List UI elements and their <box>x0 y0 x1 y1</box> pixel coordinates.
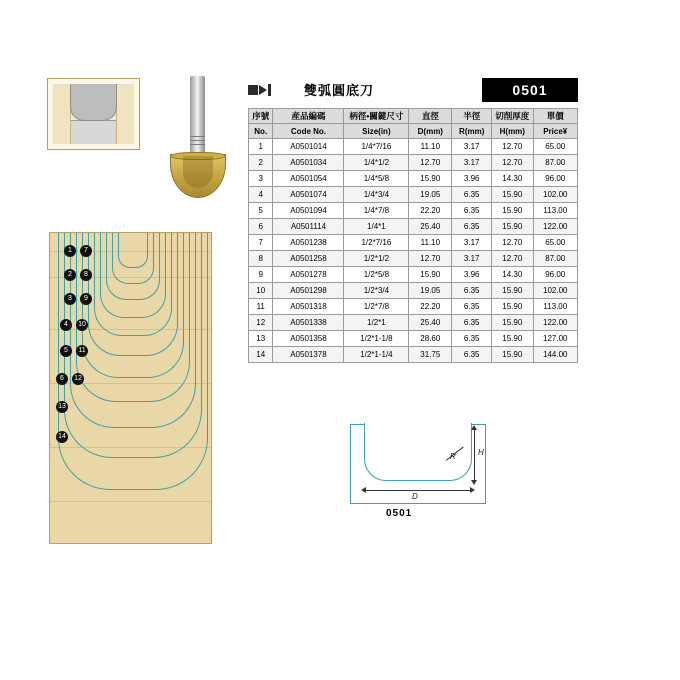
cell-size: 1/2*7/16 <box>344 235 409 251</box>
cell-r: 3.17 <box>452 251 492 267</box>
cell-size: 1/2*1-1/4 <box>344 347 409 363</box>
bit-shank-line <box>190 144 205 145</box>
sample-badge: 10 <box>76 319 88 331</box>
section-header <box>248 80 578 102</box>
cell-price: 102.00 <box>533 283 578 299</box>
cell-price: 96.00 <box>533 171 578 187</box>
cell-h: 15.90 <box>492 219 533 235</box>
cell-price: 122.00 <box>533 315 578 331</box>
cell-r: 6.35 <box>452 331 492 347</box>
dimension-label-d: D <box>412 492 418 501</box>
cell-r: 6.35 <box>452 187 492 203</box>
cell-d: 31.75 <box>409 347 452 363</box>
table-row <box>249 155 578 171</box>
bit-shank-line <box>190 140 205 141</box>
product-code-value: 0501 <box>512 82 548 98</box>
cell-h: 15.90 <box>492 315 533 331</box>
cell-size: 1/4*1 <box>344 219 409 235</box>
cell-d: 12.70 <box>409 155 452 171</box>
cell-h: 15.90 <box>492 331 533 347</box>
sample-badge: 13 <box>56 401 68 413</box>
cell-code: A0501238 <box>273 235 344 251</box>
cell-d: 22.20 <box>409 203 452 219</box>
cell-r: 6.35 <box>452 219 492 235</box>
table-row <box>249 235 578 251</box>
table-row <box>249 283 578 299</box>
cell-r: 6.35 <box>452 203 492 219</box>
cell-size: 1/2*5/8 <box>344 267 409 283</box>
bit-flute <box>183 156 213 188</box>
cell-code: A0501278 <box>273 267 344 283</box>
cell-h: 15.90 <box>492 299 533 315</box>
cell-size: 1/4*5/8 <box>344 171 409 187</box>
bit-shank-line <box>190 136 205 137</box>
table-row <box>249 171 578 187</box>
cell-h: 12.70 <box>492 155 533 171</box>
table-row <box>249 139 578 155</box>
cell-no: 11 <box>249 299 273 315</box>
router-bit-photo <box>160 76 240 214</box>
col-header-size-cn: 柄徑•關鍵尺寸 <box>344 109 409 124</box>
cell-size: 1/2*1/2 <box>344 251 409 267</box>
col-header-r-cn: 半徑 <box>452 109 492 124</box>
cell-d: 19.05 <box>409 283 452 299</box>
cell-d: 19.05 <box>409 187 452 203</box>
table-row <box>249 331 578 347</box>
col-header-h-cn: 切削厚度 <box>492 109 533 124</box>
cell-r: 6.35 <box>452 299 492 315</box>
sample-badge: 3 <box>64 293 76 305</box>
cell-d: 11.10 <box>409 235 452 251</box>
cell-d: 28.60 <box>409 331 452 347</box>
cell-no: 5 <box>249 203 273 219</box>
groove-cross-section <box>350 424 486 504</box>
cell-price: 122.00 <box>533 219 578 235</box>
col-header-d-en: D(mm) <box>409 124 452 139</box>
cell-d: 15.90 <box>409 171 452 187</box>
cell-no: 8 <box>249 251 273 267</box>
cell-code: A0501094 <box>273 203 344 219</box>
sample-badge: 4 <box>60 319 72 331</box>
cell-h: 12.70 <box>492 139 533 155</box>
cell-r: 3.96 <box>452 171 492 187</box>
cell-no: 1 <box>249 139 273 155</box>
col-header-size-en: Size(in) <box>344 124 409 139</box>
cell-price: 65.00 <box>533 139 578 155</box>
cell-price: 113.00 <box>533 299 578 315</box>
cell-size: 1/4*3/4 <box>344 187 409 203</box>
col-header-h-en: H(mm) <box>492 124 533 139</box>
dimension-line-h <box>474 430 475 480</box>
cell-d: 22.20 <box>409 299 452 315</box>
cell-r: 6.35 <box>452 283 492 299</box>
cell-h: 12.70 <box>492 251 533 267</box>
sample-badge: 12 <box>72 373 84 385</box>
table-row <box>249 251 578 267</box>
cell-code: A0501338 <box>273 315 344 331</box>
table-row <box>249 299 578 315</box>
cell-d: 25.40 <box>409 219 452 235</box>
sample-badge: 9 <box>80 293 92 305</box>
sample-badge: 5 <box>60 345 72 357</box>
cell-code: A0501014 <box>273 139 344 155</box>
profile-thumbnail <box>47 78 140 150</box>
table-row <box>249 203 578 219</box>
dimension-line-d <box>366 490 470 491</box>
cell-d: 11.10 <box>409 139 452 155</box>
table-row <box>249 347 578 363</box>
cell-price: 96.00 <box>533 267 578 283</box>
cell-price: 127.00 <box>533 331 578 347</box>
cell-no: 7 <box>249 235 273 251</box>
cell-size: 1/2*7/8 <box>344 299 409 315</box>
cell-code: A0501298 <box>273 283 344 299</box>
cell-no: 10 <box>249 283 273 299</box>
cell-h: 12.70 <box>492 235 533 251</box>
col-header-price-en: Price¥ <box>533 124 578 139</box>
cell-r: 3.17 <box>452 139 492 155</box>
cell-code: A0501378 <box>273 347 344 363</box>
cell-price: 87.00 <box>533 155 578 171</box>
cell-no: 4 <box>249 187 273 203</box>
col-header-r-en: R(mm) <box>452 124 492 139</box>
bit-shank <box>190 76 205 158</box>
cell-d: 25.40 <box>409 315 452 331</box>
cell-h: 15.90 <box>492 347 533 363</box>
cell-size: 1/2*1 <box>344 315 409 331</box>
cell-no: 13 <box>249 331 273 347</box>
sample-badge: 11 <box>76 345 88 357</box>
table-row <box>249 219 578 235</box>
cell-size: 1/4*1/2 <box>344 155 409 171</box>
bit-shape-icon <box>248 84 274 97</box>
table-header-row-en <box>249 124 578 139</box>
cell-r: 3.17 <box>452 235 492 251</box>
profile-thumbnail-inner <box>53 84 134 144</box>
col-header-code-en: Code No. <box>273 124 344 139</box>
col-header-no-cn: 序號 <box>249 109 273 124</box>
cell-code: A0501358 <box>273 331 344 347</box>
table-row <box>249 187 578 203</box>
dimension-diagram <box>338 424 498 536</box>
cell-r: 6.35 <box>452 347 492 363</box>
cell-r: 3.17 <box>452 155 492 171</box>
table-header-row-cn <box>249 109 578 124</box>
sample-badge: 14 <box>56 431 68 443</box>
cell-price: 102.00 <box>533 187 578 203</box>
table-head <box>249 109 578 139</box>
cell-code: A0501114 <box>273 219 344 235</box>
product-code-badge <box>482 78 578 102</box>
cell-r: 6.35 <box>452 315 492 331</box>
cell-no: 6 <box>249 219 273 235</box>
cell-no: 2 <box>249 155 273 171</box>
col-header-no-en: No. <box>249 124 273 139</box>
cell-d: 15.90 <box>409 267 452 283</box>
cell-code: A0501054 <box>273 171 344 187</box>
cell-code: A0501074 <box>273 187 344 203</box>
sample-badge: 7 <box>80 245 92 257</box>
cell-size: 1/2*1-1/8 <box>344 331 409 347</box>
wood-sample-block <box>49 232 212 544</box>
diagram-code-label: 0501 <box>386 508 413 519</box>
cell-no: 3 <box>249 171 273 187</box>
col-header-d-cn: 直徑 <box>409 109 452 124</box>
cell-price: 144.00 <box>533 347 578 363</box>
cell-h: 15.90 <box>492 203 533 219</box>
profile-wood-right <box>116 84 134 144</box>
cell-price: 87.00 <box>533 251 578 267</box>
cell-price: 113.00 <box>533 203 578 219</box>
sample-badge: 8 <box>80 269 92 281</box>
cell-no: 9 <box>249 267 273 283</box>
profile-wood-left <box>53 84 71 144</box>
cell-r: 3.96 <box>452 267 492 283</box>
cell-code: A0501318 <box>273 299 344 315</box>
table-row <box>249 267 578 283</box>
cell-h: 14.30 <box>492 267 533 283</box>
cell-no: 14 <box>249 347 273 363</box>
cell-size: 1/4*7/8 <box>344 203 409 219</box>
cell-h: 15.90 <box>492 283 533 299</box>
page-title: 雙弧圓底刀 <box>304 83 375 98</box>
cell-size: 1/4*7/16 <box>344 139 409 155</box>
cell-h: 15.90 <box>492 187 533 203</box>
cell-code: A0501034 <box>273 155 344 171</box>
cell-d: 12.70 <box>409 251 452 267</box>
table-row <box>249 315 578 331</box>
profile-groove-shape <box>70 84 117 121</box>
col-header-code-cn: 産品編碼 <box>273 109 344 124</box>
dimension-label-h: H <box>478 448 484 457</box>
col-header-price-cn: 單價 <box>533 109 578 124</box>
cell-code: A0501258 <box>273 251 344 267</box>
cell-price: 65.00 <box>533 235 578 251</box>
cell-no: 12 <box>249 315 273 331</box>
cell-size: 1/2*3/4 <box>344 283 409 299</box>
table-body <box>249 139 578 363</box>
cell-h: 14.30 <box>492 171 533 187</box>
dimension-label-r: R <box>450 452 456 461</box>
specification-table <box>248 108 578 363</box>
sample-badge: 2 <box>64 269 76 281</box>
sample-badge: 6 <box>56 373 68 385</box>
sample-badge: 1 <box>64 245 76 257</box>
